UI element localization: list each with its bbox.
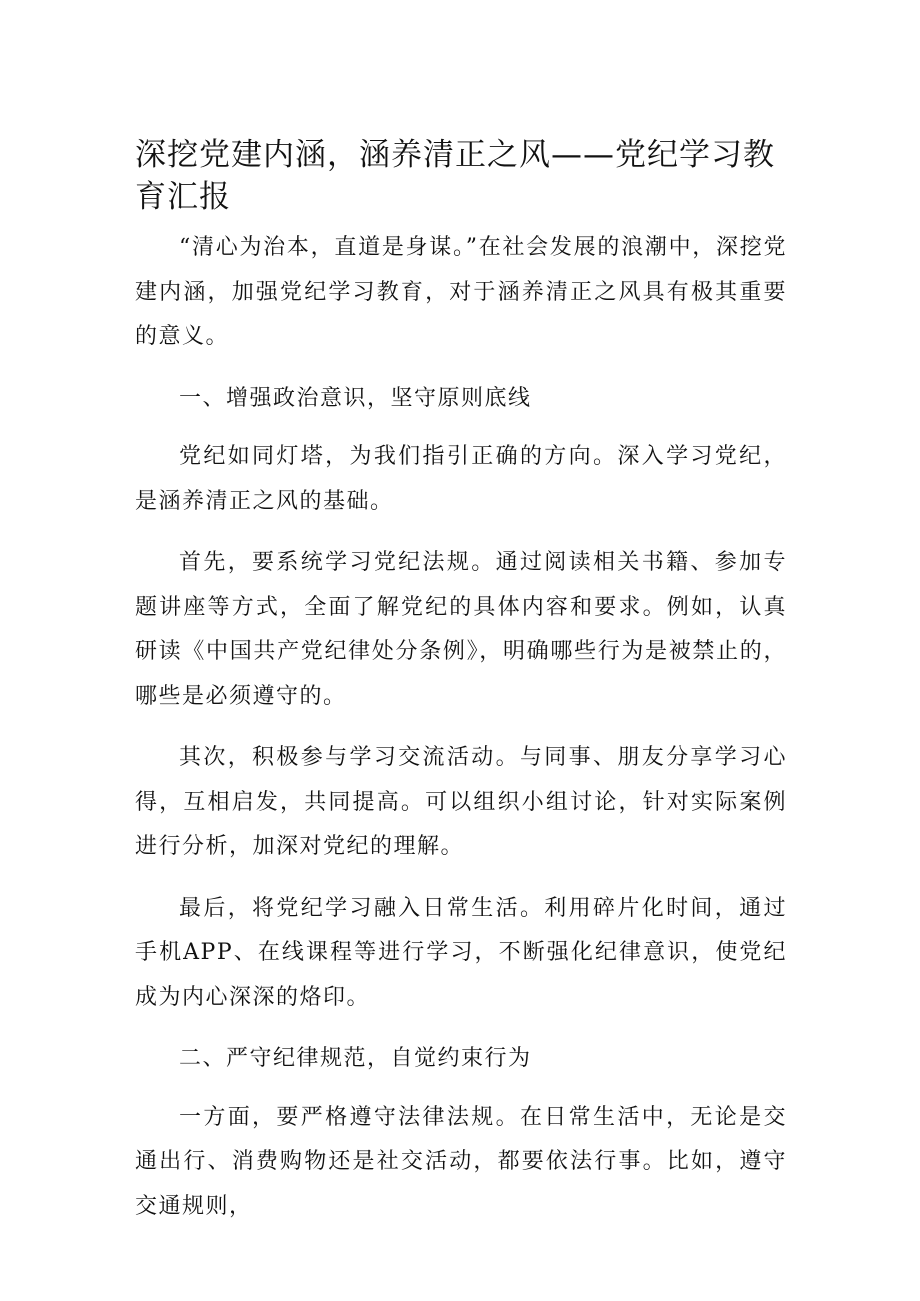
body-paragraph: 一方面，要严格遵守法律法规。在日常生活中，无论是交通出行、消费购物还是社交活动，都要依法行事。比如，遵守交通规则， bbox=[135, 1104, 787, 1219]
intro-paragraph: “清心为治本，直道是身谋。”在社会发展的浪潮中，深挖党建内涵，加强党纪学习教育，对于涵养清正之风具有极其重要的意义。 bbox=[135, 235, 787, 349]
section-heading-2: 二、严守纪律规范，自觉约束行为 bbox=[179, 1046, 532, 1071]
document-title: 深挖党建内涵，涵养清正之风——党纪学习教育汇报 bbox=[135, 137, 775, 215]
body-paragraph: 党纪如同灯塔，为我们指引正确的方向。深入学习党纪，是涵养清正之风的基础。 bbox=[135, 444, 787, 514]
body-paragraph: 首先，要系统学习党纪法规。通过阅读相关书籍、参加专题讲座等方式，全面了解党纪的具体内容和要求。例如，认真研读《中国共产党纪律处分条例》，明确哪些行为是被禁止的，哪些是必须遵守的。 bbox=[135, 550, 787, 709]
document-body bbox=[135, 134, 787, 1246]
section-heading-1: 一、增强政治意识，坚守原则底线 bbox=[179, 385, 532, 411]
body-paragraph: 最后，将党纪学习融入日常生活。利用碎片化时间，通过手机APP、在线课程等进行学习，不断强化纪律意识，使党纪成为内心深深的烙印。 bbox=[135, 895, 787, 1010]
body-paragraph: 其次，积极参与学习交流活动。与同事、朋友分享学习心得，互相启发，共同提高。可以组织小组讨论，针对实际案例进行分析，加深对党纪的理解。 bbox=[135, 745, 787, 859]
